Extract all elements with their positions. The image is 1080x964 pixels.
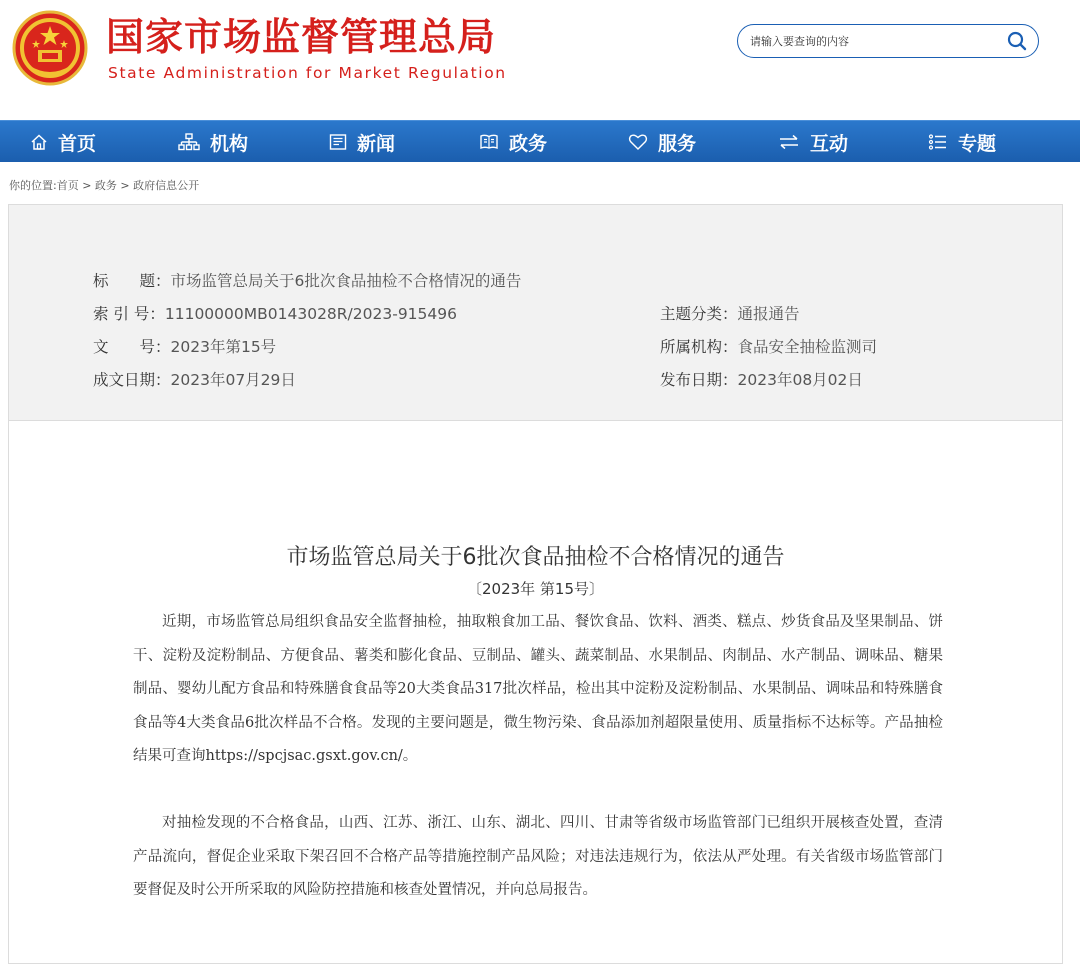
meta-docno-value: 2023年第15号 bbox=[170, 338, 277, 356]
meta-title-value: 市场监管总局关于6批次食品抽检不合格情况的通告 bbox=[170, 272, 522, 290]
content-panel bbox=[8, 204, 1063, 964]
meta-org-value: 食品安全抽检监测司 bbox=[737, 338, 878, 356]
meta-topic bbox=[660, 302, 800, 324]
nav-item-label: 互动 bbox=[810, 132, 849, 155]
list-icon bbox=[928, 133, 948, 151]
search-box bbox=[737, 24, 1039, 58]
nav-item-topics[interactable] bbox=[928, 121, 996, 163]
meta-pubdate-label: 发布日期： bbox=[660, 371, 738, 389]
meta-pubdate bbox=[660, 368, 863, 390]
meta-org-label: 所属机构： bbox=[660, 338, 738, 356]
nav-item-interact[interactable] bbox=[778, 121, 848, 163]
nav-item-label: 服务 bbox=[658, 132, 697, 155]
nav-item-home[interactable] bbox=[30, 121, 96, 163]
article-doc-number: 〔2023年 第15号〕 bbox=[466, 580, 605, 598]
national-emblem-icon[interactable] bbox=[12, 10, 88, 86]
meta-date-value: 2023年07月29日 bbox=[170, 371, 296, 389]
meta-docno bbox=[93, 335, 276, 357]
meta-date-label: 成文日期： bbox=[93, 371, 171, 389]
meta-date bbox=[93, 368, 296, 390]
doc-meta-panel bbox=[9, 205, 1062, 421]
newspaper-icon bbox=[329, 133, 347, 151]
meta-title-label: 标 题： bbox=[93, 272, 171, 290]
nav-item-news[interactable] bbox=[329, 121, 395, 163]
meta-topic-label: 主题分类： bbox=[660, 305, 738, 323]
meta-org bbox=[660, 335, 877, 357]
site-title-cn[interactable]: 国家市场监督管理总局 bbox=[106, 15, 497, 59]
meta-pubdate-value: 2023年08月02日 bbox=[737, 371, 863, 389]
meta-docno-label: 文 号： bbox=[93, 338, 171, 356]
breadcrumb[interactable]: 你的位置:首页 > 政务 > 政府信息公开 bbox=[9, 179, 200, 192]
nav-item-label: 机构 bbox=[210, 132, 249, 155]
site-header bbox=[0, 0, 1080, 120]
nav-item-label: 专题 bbox=[958, 132, 997, 155]
article-paragraph: 近期，市场监管总局组织食品安全监督抽检，抽取粮食加工品、餐饮食品、饮料、酒类、糕点、炒货食品及坚果制品、饼干、淀粉及淀粉制品、方便食品、薯类和膨化食品、豆制品、罐头、蔬菜制品、水果制品、肉制品、水产制品、调味品、糖果制品、婴幼儿配方食品和特殊膳食食品等20大类食品317批次样品，检出其中淀粉及淀粉制品、水果制品、调味品和特殊膳食食品等4大类食品6批次样品不合格。发现的主要问题是，微生物污染、食品添加剂超限量使用、质量指标不达标等。产品抽检结果可查询https://spcjsac.gsxt.gov.cn/。 bbox=[133, 614, 943, 764]
nav-item-service[interactable] bbox=[628, 121, 696, 163]
meta-title bbox=[93, 269, 521, 291]
heart-icon bbox=[628, 133, 648, 151]
meta-topic-value: 通报通告 bbox=[737, 305, 800, 323]
site-title-en: State Administration for Market Regulation bbox=[108, 64, 507, 82]
nav-item-label: 首页 bbox=[58, 132, 97, 155]
org-chart-icon bbox=[178, 133, 200, 151]
nav-item-label: 新闻 bbox=[357, 132, 396, 155]
book-icon bbox=[479, 133, 499, 151]
meta-index-label: 索 引 号： bbox=[93, 305, 165, 323]
nav-item-org[interactable] bbox=[178, 121, 248, 163]
search-icon[interactable] bbox=[1006, 30, 1028, 52]
search-input[interactable] bbox=[750, 31, 990, 51]
exchange-icon bbox=[778, 133, 800, 151]
nav-item-label: 政务 bbox=[509, 132, 548, 155]
meta-index-value: 11100000MB0143028R/2023-915496 bbox=[164, 305, 457, 323]
article-title: 市场监管总局关于6批次食品抽检不合格情况的通告 bbox=[286, 545, 785, 570]
home-icon bbox=[30, 133, 48, 151]
meta-index bbox=[93, 302, 457, 324]
main-nav bbox=[0, 120, 1080, 162]
nav-item-gov[interactable] bbox=[479, 121, 547, 163]
article-paragraph: 对抽检发现的不合格食品，山西、江苏、浙江、山东、湖北、四川、甘肃等省级市场监管部门已组织开展核查处置，查清产品流向，督促企业采取下架召回不合格产品等措施控制产品风险；对违法违规行为，依法从严处理。有关省级市场监管部门要督促及时公开所采取的风险防控措施和核查处置情况，并向总局报告。 bbox=[133, 815, 943, 898]
